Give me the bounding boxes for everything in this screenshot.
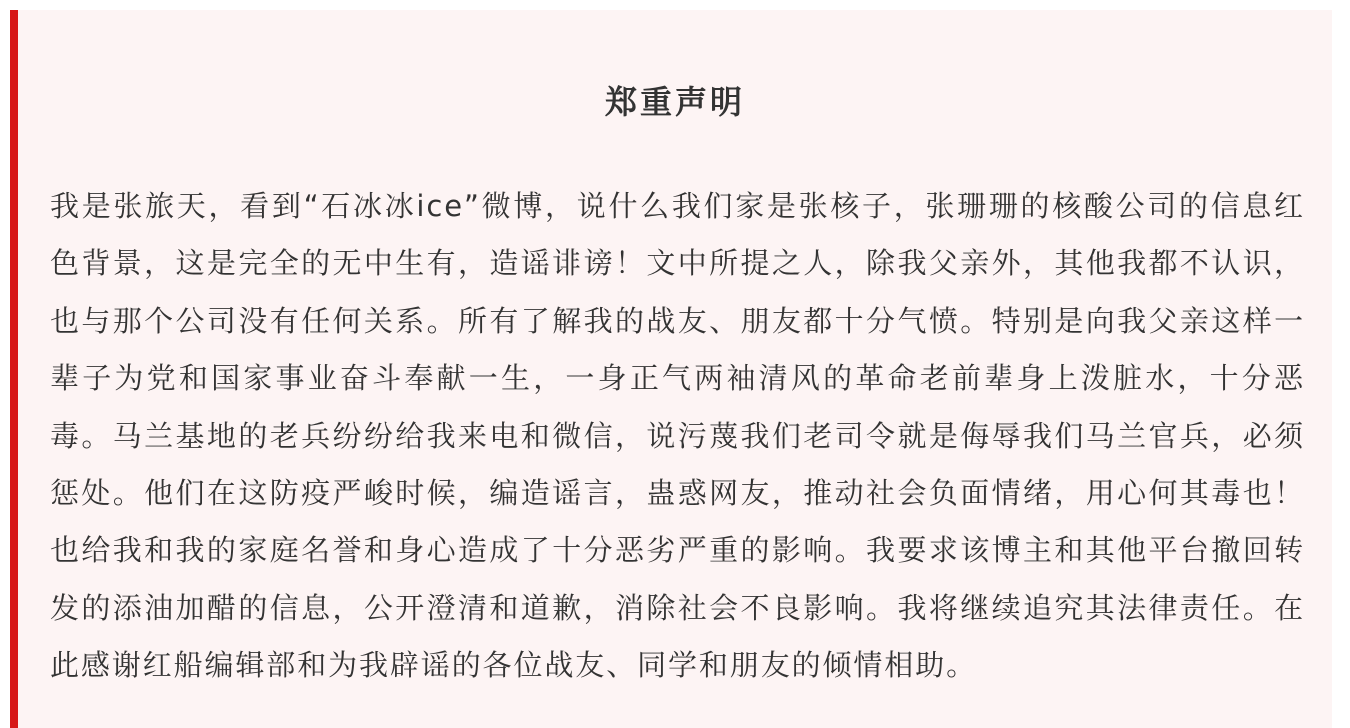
statement-body: 我是张旅天，看到“石冰冰ice”微博，说什么我们家是张核子，张珊珊的核酸公司的信息红色背景，这是完全的无中生有，造谣诽谤！文中所提之人，除我父亲外，其他我都不认识，也与那个公司没有任何关系。所有了解我的战友、朋友都十分气愤。特别是向我父亲这样一辈子为党和国家事业奋斗奉献一生，一身正气两袖清风的革命老前辈身上泼脏水，十分恶毒。马兰基地的老兵纷纷给我来电和微信，说污蔑我们老司令就是侮辱我们马兰官兵，必须惩处。他们在这防疫严峻时候，编造谣言，蛊惑网友，推动社会负面情绪，用心何其毒也！也给我和我的家庭名誉和身心造成了十分恶劣严重的影响。我要求该博主和其他平台撤回转发的添油加醋的信息，公开澄清和道歉，消除社会不良影响。我将继续追究其法律责任。在此感谢红船编辑部和为我辟谣的各位战友、同学和朋友的倾情相助。 xyxy=(50,189,1305,683)
statement-card xyxy=(10,10,1332,728)
statement-title: 郑重声明 xyxy=(604,83,745,121)
